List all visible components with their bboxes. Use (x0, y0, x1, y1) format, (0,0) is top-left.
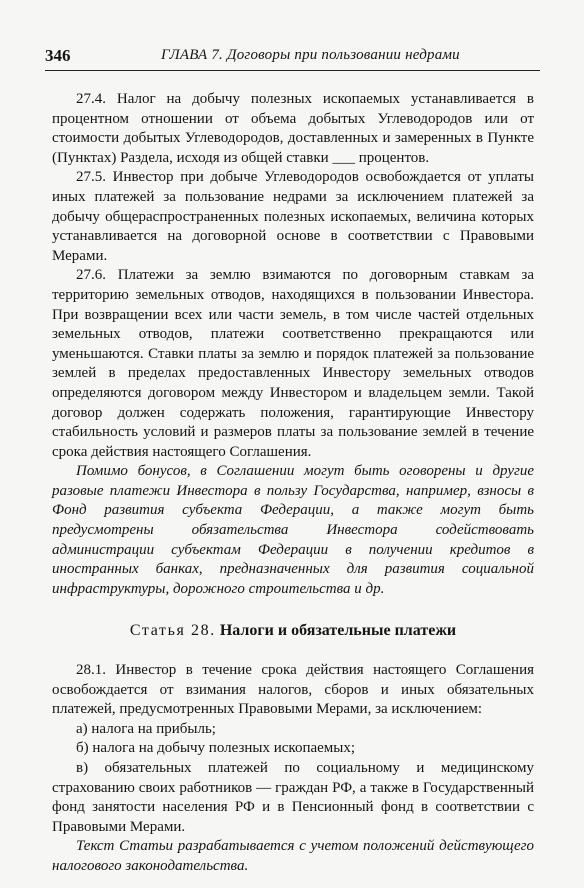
page-header (45, 46, 540, 68)
commentary-note: Помимо бонусов, в Соглашении могут быть оговорены и другие разовые платежи Инвестора в пользу Государства, например, взносы в Фонд развития субъекта Федерации, а также могут быть предусмотрены обязательства Инвестора содействовать администрации субъектам Федерации в получении кредитов в иностранных банках, предназначенных для развития социальной инфраструктуры, дорожного строительства и др. (52, 463, 534, 597)
header-rule (45, 70, 540, 71)
list-item-a: а) налога на прибыль; (76, 720, 216, 737)
list-item-b: б) налога на добычу полезных ископаемых; (76, 740, 356, 757)
page-body (52, 90, 534, 877)
paragraph-27-6: 27.6. Платежи за землю взимаются по договорным ставкам за территорию земельных отводов, находящихся в пользовании Инвестора. При возвращении всех или части земель, в том числе частей отдельных земельных отводов, платежи соответственно прекращаются или уменьшаются. Ставки платы за землю и порядок платежей за пользование землей в пределах предоставленных Инвестору земельных отводов определяются договором между Инвестором и владельцем земли. Такой договор должен содержать положения, гарантирующие Инвестору стабильность условий и размеров платы за пользование землей в течение срока действия настоящего Соглашения. (52, 267, 534, 460)
paragraph-27-4: 27.4. Налог на добычу полезных ископаемых устанавливается в процентном отношении от объема добытых Углеводородов или от стоимости добытых Углеводородов, доставленных и замеренных в Пункте (Пунктах) Раздела, исходя из общей ставки ___ процентов. (52, 91, 534, 166)
section-heading (52, 621, 534, 641)
closing-note: Текст Статьи разрабатывается с учетом положений действующего налогового законодательства. (52, 838, 534, 874)
section-number: Статья 28. (129, 622, 216, 640)
page-number: 346 (45, 46, 71, 65)
running-head: ГЛАВА 7. Договоры при пользовании недрами (161, 47, 460, 63)
section-title: Налоги и обязательные платежи (219, 622, 457, 640)
list-item-c: в) обязательных платежей по социальному и медицинскому страхованию своих работников — граждан РФ, а также в Государственный фонд занятости населения РФ и в Пенсионный фонд в соответствии с Правовыми Мерами. (52, 760, 534, 835)
paragraph-27-5: 27.5. Инвестор при добыче Углеводородов освобождается от уплаты иных платежей за пользование недрами за исключением платежей за добычу общераспространенных полезных ископаемых, величина которых устанавливается на договорной основе в соответствии с Правовыми Мерами. (52, 169, 534, 264)
paragraph-28-1: 28.1. Инвестор в течение срока действия настоящего Соглашения освобождается от взимания налогов, сборов и иных обязательных платежей, предусмотренных Правовыми Мерами, за исключением: (52, 662, 534, 718)
